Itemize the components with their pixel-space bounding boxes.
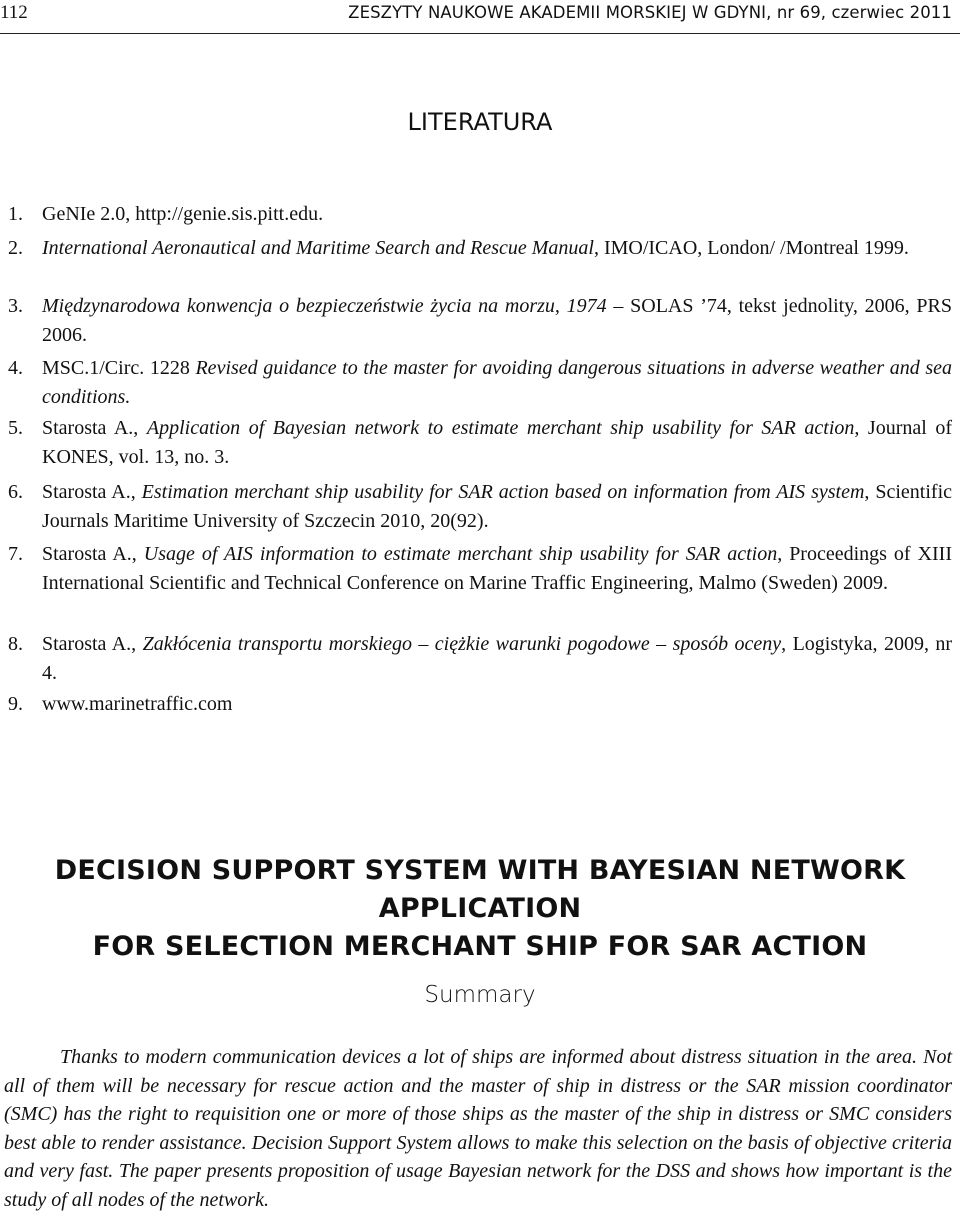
reference-title-italic: Usage of AIS information to estimate merchant ship usability for SAR action [143, 543, 778, 565]
reference-title-italic: Międzynarodowa konwencja o bezpieczeństwie życia na morzu, 1974 [42, 295, 607, 317]
reference-title-italic: International Aeronautical and Maritime Search and Rescue Manual [42, 237, 594, 259]
reference-text-part: , Logistyka, 2009, nr 4. [42, 633, 953, 684]
reference-text [42, 292, 952, 350]
reference-text-part: www.marinetraffic.com [42, 693, 233, 715]
page-number: 112 [0, 2, 28, 23]
reference-text-part: – SOLAS ’74, tekst jednolity, 2006, PRS 2006. [42, 295, 952, 346]
summary-text: Thanks to modern communication devices a lot of ships are informed about distress situation in the area. Not all of them will be necessary for rescue action and the master of ship in distress or the SAR mission coordinator (SMC) has the right to requisition one or more of those ships as the master of the ship in distress or SMC considers best able to render assistance. Decision Support System allows to make this selection on the basis of objective criteria and very fast. The paper presents proposition of usage Bayesian network for the DSS and shows how important is the study of all nodes of the network. [4, 1046, 952, 1211]
reference-item [0, 690, 952, 719]
reference-text-part: , IMO/ICAO, London/ /Montreal 1999. [593, 237, 909, 259]
reference-item [0, 540, 952, 598]
reference-title-italic: Application of Bayesian network to estimate merchant ship usability for SAR action [146, 417, 855, 439]
reference-text [42, 234, 952, 263]
reference-item [0, 414, 952, 472]
reference-text-part: , Scientific Journals Maritime University of Szczecin 2010, 20(92). [42, 481, 953, 532]
reference-number: 8. [8, 633, 23, 655]
reference-item [0, 354, 952, 412]
literature-heading: LITERATURA [407, 108, 553, 136]
reference-text-part: Starosta A., [42, 481, 142, 503]
reference-title-italic: Estimation merchant ship usability for SAR action based on information from AIS system [141, 481, 865, 503]
reference-text [42, 354, 952, 412]
reference-text [42, 690, 952, 719]
reference-text [42, 200, 952, 229]
reference-item [0, 478, 952, 536]
reference-title-italic: Zakłócenia transportu morskiego – ciężkie warunki pogodowe – sposób oceny [142, 633, 782, 655]
reference-number: 4. [8, 357, 23, 379]
reference-number: 9. [8, 693, 23, 715]
reference-number: 7. [8, 543, 23, 565]
reference-text [42, 414, 952, 472]
reference-text-part: Starosta A., [42, 417, 147, 439]
paper-title-line-1: DECISION SUPPORT SYSTEM WITH BAYESIAN NETWORK APPLICATION [54, 855, 906, 924]
reference-text-part: MSC.1/Circ. 1228 [42, 357, 196, 379]
reference-text-part: GeNIe 2.0, http://genie.sis.pitt.edu. [42, 203, 324, 225]
reference-title-italic: Revised guidance to the master for avoiding dangerous situations in adverse weather and sea conditions. [42, 357, 952, 408]
reference-number: 2. [8, 237, 23, 259]
reference-number: 5. [8, 417, 23, 439]
reference-text-part: Starosta A., [42, 633, 143, 655]
reference-item [0, 630, 952, 688]
reference-item [0, 292, 952, 350]
reference-number: 6. [8, 481, 23, 503]
reference-text [42, 540, 952, 598]
reference-number: 1. [8, 203, 23, 225]
reference-text [42, 630, 952, 688]
paper-title [0, 852, 960, 966]
journal-running-title: ZESZYTY NAUKOWE AKADEMII MORSKIEJ W GDYNI, nr 69, czerwiec 2011 [348, 3, 952, 22]
summary-heading: Summary [424, 982, 536, 1008]
reference-text [42, 478, 952, 536]
running-header [0, 0, 960, 34]
reference-text-part: , Journal of KONES, vol. 13, no. 3. [42, 417, 952, 468]
reference-item [0, 234, 952, 263]
reference-text-part: , Proceedings of XIII International Scientific and Technical Conference on Marine Traffic Engineering, Malmo (Sweden) 2009. [42, 543, 952, 594]
reference-item [0, 200, 952, 229]
reference-text-part: Starosta A., [42, 543, 144, 565]
paper-title-line-2: FOR SELECTION MERCHANT SHIP FOR SAR ACTION [92, 931, 868, 962]
reference-number: 3. [8, 295, 23, 317]
